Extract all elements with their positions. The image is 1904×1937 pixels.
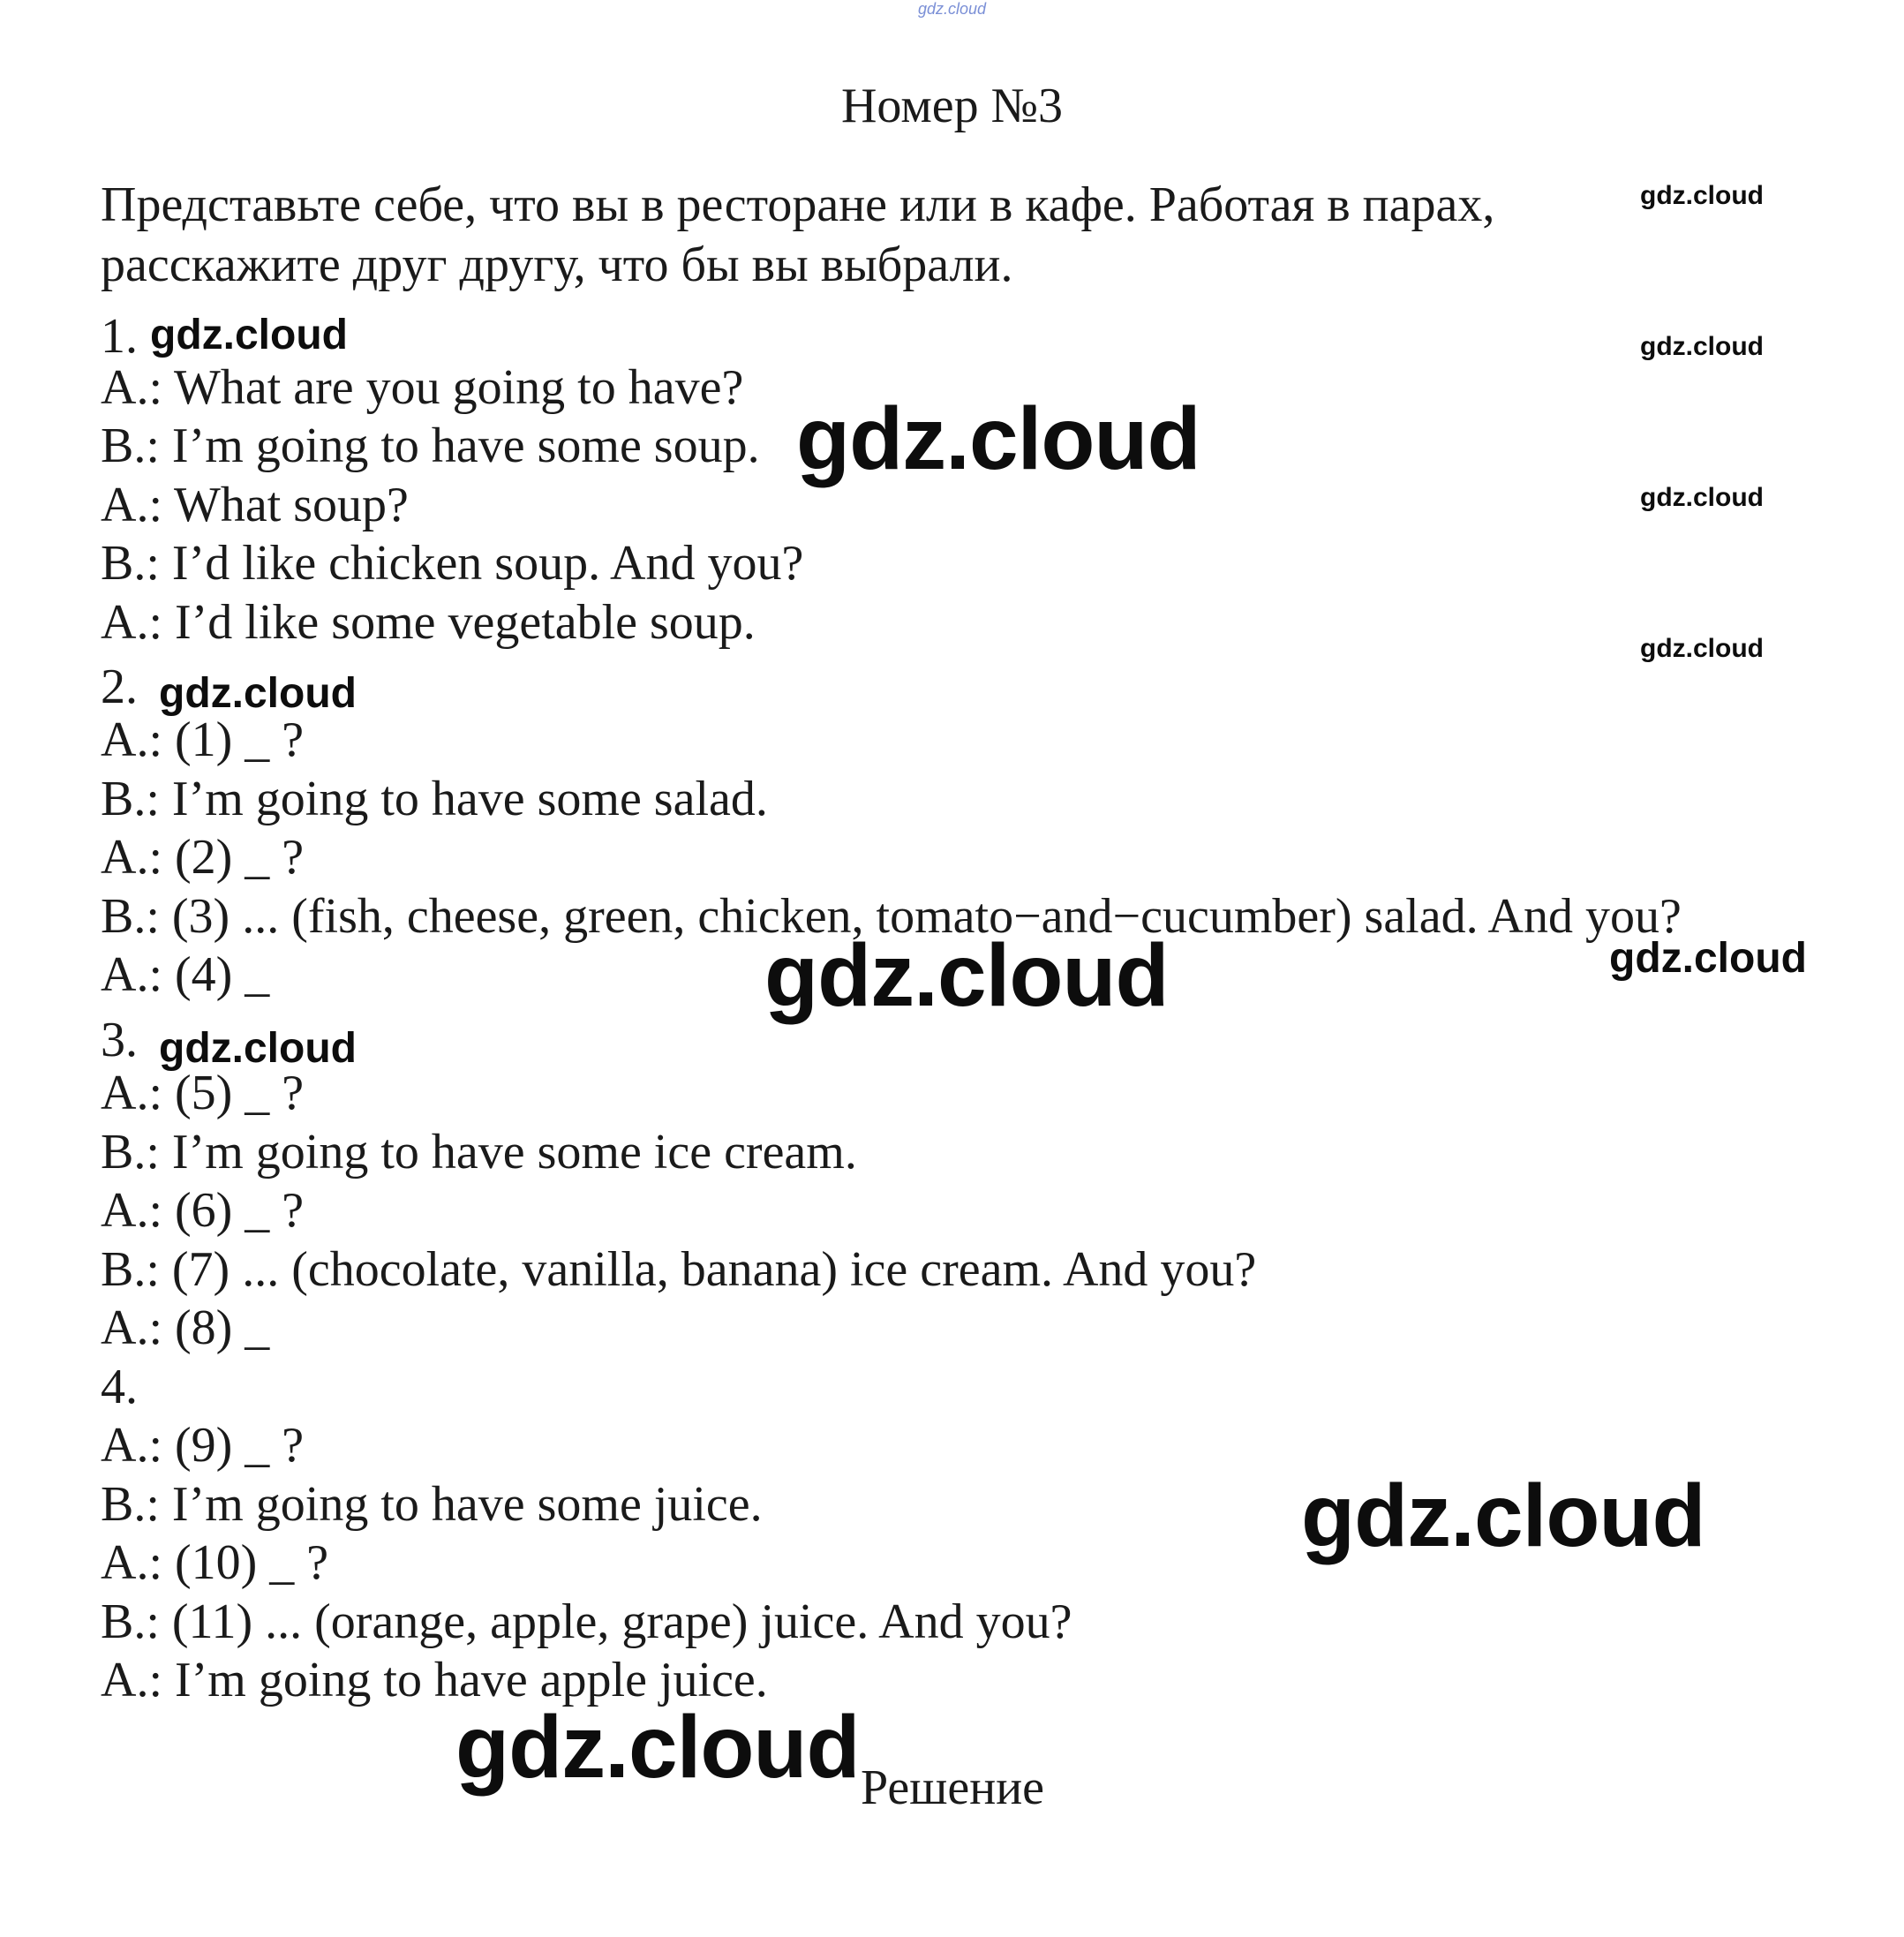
- watermark: gdz.cloud: [1640, 634, 1764, 663]
- top-watermark: gdz.cloud: [918, 0, 987, 18]
- solution-label: Решение: [861, 1760, 1045, 1815]
- dialogue-line: A.: I’m going to have apple juice.: [101, 1653, 768, 1707]
- dialogue-line: A.: (6) _ ?: [101, 1183, 305, 1238]
- section-number-3: 3.: [101, 1013, 138, 1067]
- dialogue-line: B.: (11) ... (orange, apple, grape) juice. And you?: [101, 1594, 1072, 1649]
- task-instruction: Представьте себе, что вы в ресторане или в кафе. Работая в парах, расскажите друг другу, что бы вы выбрали.: [101, 177, 1495, 292]
- watermark: gdz.cloud: [796, 389, 1200, 488]
- dialogue-line: B.: (3) ... (fish, cheese, green, chicken, tomato−and−cucumber) salad. And you?: [101, 889, 1682, 944]
- dialogue-line: A.: (2) _ ?: [101, 830, 305, 885]
- watermark: gdz.cloud: [159, 1025, 357, 1072]
- dialogue-line: A.: (9) _ ?: [101, 1418, 305, 1473]
- watermark: gdz.cloud: [455, 1698, 860, 1797]
- watermark: gdz.cloud: [1640, 332, 1764, 361]
- watermark: gdz.cloud: [1640, 483, 1764, 512]
- dialogue-line: B.: I’d like chicken soup. And you?: [101, 536, 804, 591]
- dialogue-line: B.: I’m going to have some salad.: [101, 772, 768, 826]
- dialogue-line: B.: (7) ... (chocolate, vanilla, banana) ice cream. And you?: [101, 1242, 1257, 1297]
- dialogue-line: B.: I’m going to have some soup.: [101, 418, 760, 473]
- dialogue-line: A.: What are you going to have?: [101, 360, 744, 415]
- watermark: gdz.cloud: [1640, 181, 1764, 210]
- watermark: gdz.cloud: [1301, 1466, 1705, 1565]
- dialogue-line: A.: (5) _ ?: [101, 1066, 305, 1120]
- section-number-2: 2.: [101, 659, 138, 714]
- dialogue-line: B.: I’m going to have some ice cream.: [101, 1125, 857, 1180]
- watermark: gdz.cloud: [150, 312, 348, 358]
- section-number-4: 4.: [101, 1360, 138, 1414]
- dialogue-line: A.: (10) _ ?: [101, 1535, 329, 1590]
- dialogue-line: A.: I’d like some vegetable soup.: [101, 595, 756, 650]
- dialogue-line: A.: (1) _ ?: [101, 712, 305, 767]
- dialogue-line: B.: I’m going to have some juice.: [101, 1477, 763, 1532]
- watermark: gdz.cloud: [764, 926, 1169, 1025]
- dialogue-line: A.: (4) _: [101, 947, 270, 1002]
- watermark: gdz.cloud: [1609, 935, 1807, 982]
- page-title: Номер №3: [840, 79, 1064, 133]
- section-number-1: 1.: [101, 309, 138, 364]
- dialogue-line: A.: (8) _: [101, 1300, 270, 1355]
- watermark: gdz.cloud: [159, 670, 357, 717]
- dialogue-line: A.: What soup?: [101, 478, 409, 532]
